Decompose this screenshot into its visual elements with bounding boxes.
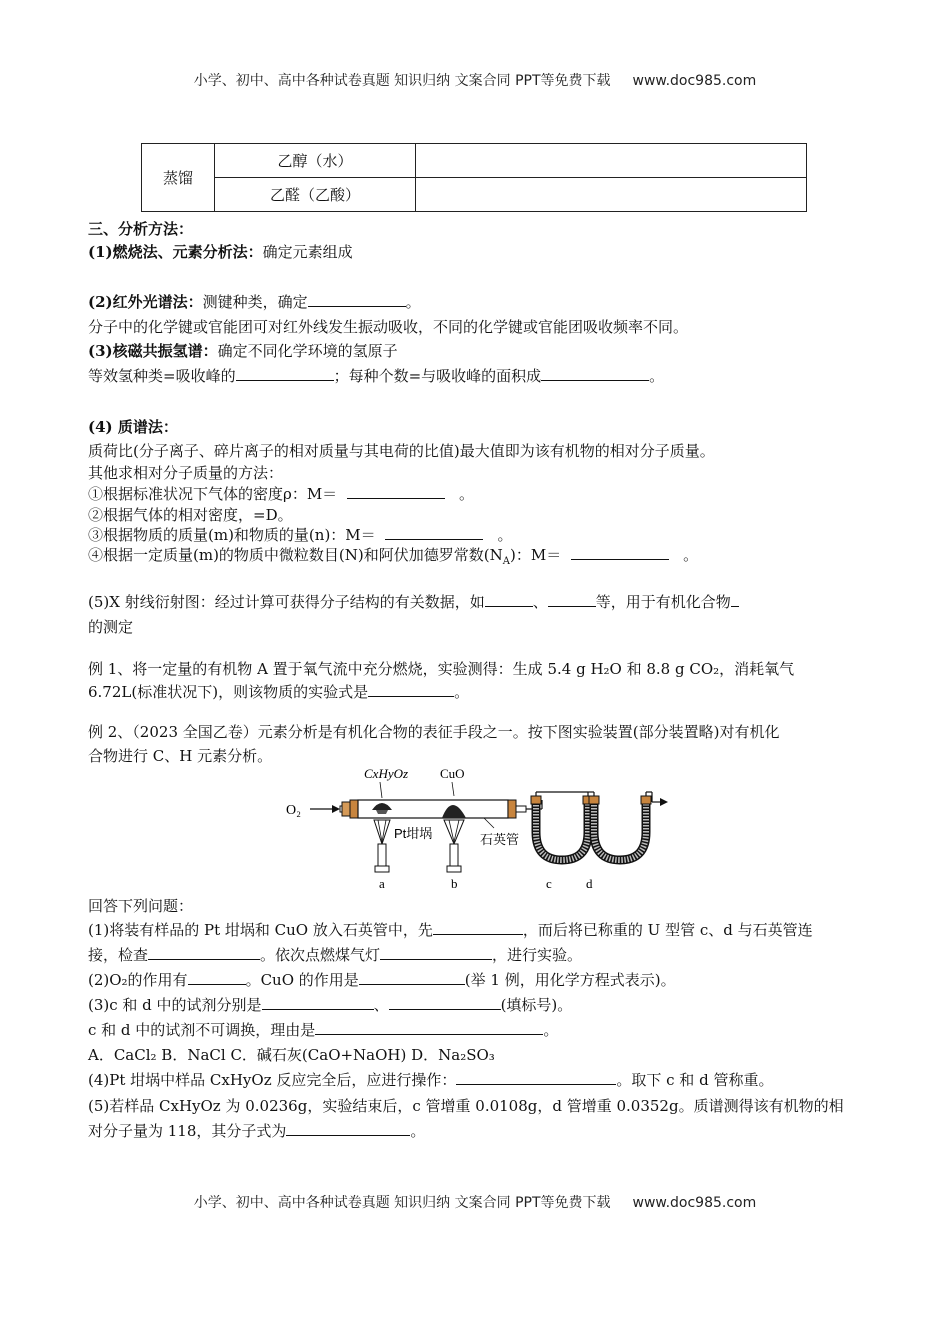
stopper-left-icon (350, 800, 358, 818)
table-row-1-substance: 乙醇（水） (215, 144, 416, 178)
method-5-text-a: (5)X 射线衍射图：经过计算可获得分子结构的有关数据，如 (88, 593, 485, 611)
section-title: 三、分析方法： (88, 220, 194, 238)
q1-text-b: ，而后将已称重的 U 型管 c、d 与石英管连 (522, 921, 813, 939)
question-4 (88, 1070, 863, 1090)
blank-q3-1[interactable] (262, 995, 374, 1010)
q1-text-d: 。依次点燃煤气灯 (260, 946, 381, 964)
method-3-desc-a: 等效氢种类=吸收峰的 (88, 367, 236, 385)
m4-text-b: )：M＝ (509, 546, 562, 564)
method-4-label: (4) 质谱法： (88, 418, 178, 436)
o2-label: O₂ (286, 803, 301, 818)
blank-q2-2[interactable] (359, 970, 465, 985)
m1-end: 。 (459, 485, 475, 503)
method-3-desc (88, 366, 863, 386)
method-1-label: (1)燃烧法、元素分析法： (88, 243, 263, 261)
q3-text-a: (3)c 和 d 中的试剂分别是 (88, 996, 262, 1014)
question-1-line-1 (88, 920, 863, 940)
blank-q1-1[interactable] (433, 920, 523, 935)
method-5-sep: 、 (532, 593, 548, 611)
example-1-text: 6.72L(标准状况下)，则该物质的实验式是 (88, 683, 369, 701)
blank-area[interactable] (541, 366, 649, 381)
method-4-m2: ②根据气体的相对密度，=D。 (88, 506, 293, 524)
method-2-desc: 分子中的化学键或官能团可对红外线发生振动吸收，不同的化学键或官能团吸收频率不同。 (88, 318, 689, 336)
sample-label: CxHyOz (364, 766, 409, 781)
outlet-arrow-icon (660, 798, 668, 806)
blank-q2-1[interactable] (188, 970, 246, 985)
label-d: d (586, 876, 593, 891)
question-1-line-2 (88, 945, 863, 965)
example-2-line-1: 例 2、（2023 全国乙卷）元素分析是有机化合物的表征手段之一。按下图实验装置(部分装置略)对有机化 (88, 723, 780, 741)
method-3-desc-c: 。 (649, 367, 665, 385)
blank-xray-1[interactable] (485, 592, 533, 607)
blank-ir[interactable] (308, 292, 406, 307)
method-5 (88, 592, 863, 612)
method-4-m3 (88, 525, 863, 545)
example-1-line-2 (88, 682, 863, 702)
blank-xray-2[interactable] (548, 592, 596, 607)
quartz-tube-label: 石英管 (480, 832, 520, 847)
method-5-end: 的测定 (88, 618, 134, 636)
questions-intro: 回答下列问题： (88, 897, 194, 915)
q2-text-c: (举 1 例，用化学方程式表示)。 (464, 971, 676, 989)
m4-end: 。 (683, 546, 699, 564)
q3-text-e: 。 (543, 1021, 559, 1039)
q4-text-b: 。取下 c 和 d 管称重。 (616, 1071, 774, 1089)
blank-q3-2[interactable] (389, 995, 501, 1010)
blank-formula[interactable] (368, 682, 454, 697)
blank-q5[interactable] (286, 1121, 410, 1136)
method-2-text: 测键种类，确定 (202, 293, 308, 311)
q3-text-b: 、 (373, 996, 389, 1014)
method-3-label: (3)核磁共振氢谱： (88, 342, 218, 360)
label-a: a (379, 876, 385, 891)
table-method-cell: 蒸馏 (142, 144, 215, 212)
table-row-2-substance: 乙醛（乙酸） (215, 178, 416, 212)
blank-q4[interactable] (456, 1070, 616, 1085)
q5-text-b: 对分子量为 118，其分子式为 (88, 1122, 287, 1140)
cuo-label: CuO (440, 766, 465, 781)
example-1-line-1: 例 1、将一定量的有机物 A 置于氧气流中充分燃烧，实验测得：生成 5.4 g H₂O 和 8.8 g CO₂，消耗氧气 (88, 660, 795, 678)
question-3-options: A．CaCl₂ B．NaCl C．碱石灰(CaO+NaOH) D．Na₂SO₃ (88, 1046, 495, 1064)
label-c: c (546, 876, 552, 891)
method-2-label: (2)红外光谱法： (88, 293, 203, 311)
blank-q1-2[interactable] (148, 945, 260, 960)
m3-text: ③根据物质的质量(m)和物质的量(n)：M＝ (88, 526, 376, 544)
table-row-2-answer (416, 178, 807, 212)
blank-q3-3[interactable] (315, 1020, 543, 1035)
method-1-text: 确定元素组成 (262, 243, 353, 261)
burner-b (450, 844, 458, 866)
q1-text-c: 接，检查 (88, 946, 149, 964)
table-row-1-answer (416, 144, 807, 178)
m1-text: ①根据标准状况下气体的密度ρ：M＝ (88, 485, 338, 503)
question-3-reason (88, 1020, 863, 1040)
blank-m3[interactable] (385, 525, 483, 540)
q2-text-a: (2)O₂的作用有 (88, 971, 188, 989)
o2-arrow-icon (310, 805, 340, 813)
pt-crucible-label: Pt坩埚 (394, 826, 433, 841)
label-b: b (451, 876, 458, 891)
footer-text: 小学、初中、高中各种试卷真题 知识归纳 文案合同 PPT等免费下载 (193, 1195, 611, 1211)
q1-text-e: ，进行实验。 (492, 946, 583, 964)
question-5-line-1: (5)若样品 CxHyOz 为 0.0236g，实验结束后，c 管增重 0.0108g，d 管增重 0.0352g。质谱测得该有机物的相 (88, 1097, 844, 1115)
separation-table (141, 143, 807, 212)
method-4-m1 (88, 484, 863, 504)
example-1-end: 。 (454, 683, 470, 701)
method-4-other: 其他求相对分子质量的方法： (88, 464, 284, 482)
footer-url[interactable]: www.doc985.com (632, 1195, 757, 1211)
blank-peaks[interactable] (236, 366, 334, 381)
method-4-m4 (88, 545, 863, 572)
q3-text-c: (填标号)。 (500, 996, 573, 1014)
burner-a (378, 844, 386, 866)
method-5-text-b: 等，用于有机化合物 (595, 593, 731, 611)
page-header (0, 70, 950, 90)
blank-m4[interactable] (571, 545, 669, 560)
m3-end: 。 (497, 526, 513, 544)
header-text: 小学、初中、高中各种试卷真题 知识归纳 文案合同 PPT等免费下载 (193, 73, 611, 89)
method-2-end: 。 (405, 293, 421, 311)
m4-sub: A (502, 556, 510, 567)
stopper-right-icon (508, 800, 516, 818)
q5-text-c: 。 (410, 1122, 426, 1140)
question-2 (88, 970, 863, 990)
header-url[interactable]: www.doc985.com (632, 73, 757, 89)
method-3-desc-b: ；每种个数=与吸收峰的面积成 (333, 367, 542, 385)
method-4-desc: 质荷比(分子离子、碎片离子的相对质量与其电荷的比值)最大值即为该有机物的相对分子质量。 (88, 442, 715, 460)
q2-text-b: 。CuO 的作用是 (245, 971, 359, 989)
blank-q1-3[interactable] (380, 945, 492, 960)
method-2 (88, 292, 863, 312)
m4-text-a: ④根据一定质量(m)的物质中微粒数目(N)和阿伏加德罗常数(N (88, 546, 503, 564)
q4-text-a: (4)Pt 坩埚中样品 CxHyOz 反应完全后，应进行操作： (88, 1071, 457, 1089)
q3-text-d: c 和 d 中的试剂不可调换，理由是 (88, 1021, 316, 1039)
q1-text-a: (1)将装有样品的 Pt 坩埚和 CuO 放入石英管中，先 (88, 921, 433, 939)
example-2-line-2: 合物进行 C、H 元素分析。 (88, 747, 273, 765)
blank-m1[interactable] (347, 484, 445, 499)
question-3 (88, 995, 863, 1015)
method-1 (88, 242, 863, 262)
apparatus-diagram (280, 762, 670, 894)
method-3 (88, 341, 863, 361)
method-3-text: 确定不同化学环境的氢原子 (217, 342, 398, 360)
question-5-line-2 (88, 1121, 863, 1141)
page-footer (0, 1192, 950, 1212)
blank-xray-3[interactable] (731, 592, 739, 607)
